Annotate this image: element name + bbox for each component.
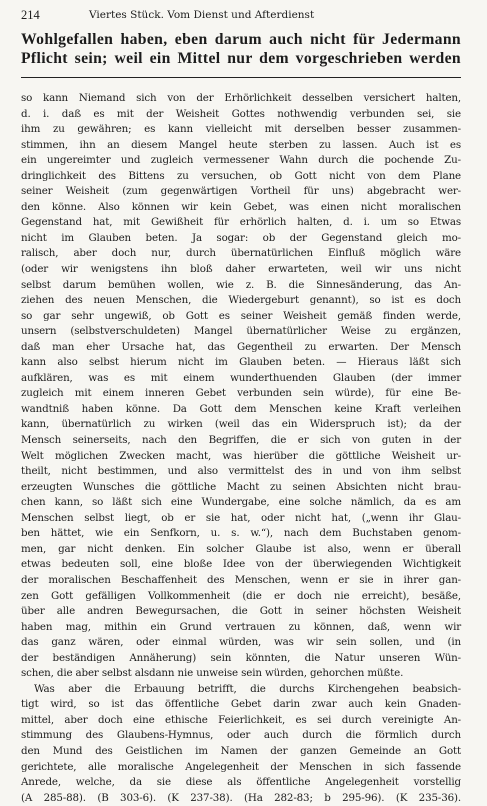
text-line: Menschen selbst liegt, ob er sie hat, oder nicht hat, („wenn ihr Glau-	[21, 511, 461, 524]
text-line: haben mag, mithin ein Grund vertrauen zu können, daß, wenn wir	[21, 620, 461, 633]
text-line: so kann Niemand sich von der Erhörlichkeit desselben versichert halten,	[21, 92, 461, 104]
text-line: ralisch, aber doch nur, durch übernatürlichen Einfluß möglich wäre	[21, 247, 461, 260]
body-text	[21, 91, 461, 806]
running-title: Viertes Stück. Vom Dienst und Afterdienst	[89, 9, 315, 21]
text-line: (A 285-88). (B 303-6). (K 237-38). (Ha 282-83; b 295-96). (K 235-36).	[21, 791, 461, 804]
page-header	[21, 8, 461, 22]
page-number: 214	[21, 8, 40, 22]
text-line: schen, die aber selbst alsdann nie unweise sein würden, gehorchen müßte.	[21, 667, 404, 680]
text-line: nicht im Glauben beten. Ja sogar: ob der Gegenstand gleich mo-	[21, 231, 461, 244]
text-line: tigt wird, so ist das öffentliche Gebet darin zwar auch kein Gnaden-	[21, 698, 461, 711]
text-line: gerichtete, alle moralische Angelegenheit der Menschen in sich fassende	[21, 760, 461, 773]
text-line: über alle andren Bewegursachen, die Gott in seiner höchsten Weisheit	[21, 605, 461, 618]
text-line: wandtniß haben könne. Da Gott dem Menschen keine Kraft verleihen	[21, 402, 461, 415]
text-line: so gar sehr ungewiß, ob Gott es seiner Weisheit gemäß finden werde,	[21, 309, 461, 322]
text-line: seiner Weisheit (zum gegenwärtigen Vortheil für uns) abgebracht wer-	[21, 185, 461, 198]
text-line: zen Gott gefälligen Vollkommenheit (die er doch nie erreicht), besäße,	[21, 589, 461, 602]
text-line: aufklären, was es mit einem wunderthuenden Glauben (der immer	[21, 371, 461, 384]
text-line: dringlichkeit des Bittens zu versuchen, ob Gott nicht von dem Plane	[21, 169, 461, 182]
text-line: Was aber die Erbauung betrifft, die durchs Kirchengehen beabsich-	[34, 682, 461, 695]
banner-line: Pflicht sein; weil ein Mittel nur dem vorgeschrieben werden	[21, 49, 461, 67]
separator-rule	[21, 77, 461, 78]
text-line: das ganz wären, oder einmal würden, was wir sein sollen, und (in	[21, 636, 461, 649]
text-line: Anrede, welche, da sie diese als öffentliche Angelegenheit vorstellig	[21, 776, 461, 789]
text-line: Mensch seinerseits, nach den Begriffen, die er sich von guten in der	[21, 434, 461, 447]
text-line: daß man eher Ursache hat, das Gegentheil zu erwarten. Der Mensch	[21, 340, 461, 353]
text-line: chen kann, so läßt sich eine Wundergabe, eine solche nämlich, da es am	[21, 496, 461, 509]
text-line: selbst darum bemühen wollen, wie z. B. die Sinnesänderung, das An-	[21, 278, 461, 291]
text-line: Welt möglichen Zwecken macht, was hierüber die göttliche Weisheit ur-	[21, 449, 461, 462]
banner-line: Wohlgefallen haben, eben darum auch nicht für Jedermann	[21, 31, 461, 48]
text-line: erzeugten Wunsches die göttliche Macht zu seinen Absichten nicht brau-	[21, 480, 461, 493]
text-line: (oder wir wenigstens ihn bloß daher erwarteten, weil wir uns nicht	[21, 263, 461, 276]
text-line: den könne. Also können wir kein Gebet, was einen nicht moralischen	[21, 200, 461, 213]
text-line: den Mund des Geistlichen im Namen der ganzen Gemeinde an Gott	[21, 744, 461, 757]
text-line: mittel, aber doch eine ethische Feierlichkeit, es sei durch vereinigte An-	[21, 713, 461, 726]
text-line: kann, übernatürlich zu wirken (weil das ein Widerspruch ist); da der	[21, 418, 461, 431]
text-line: etwas bedeuten soll, eine bloße Idee von der überwiegenden Wichtigkeit	[21, 558, 461, 571]
text-line: ben hättet, wie ein Senfkorn, u. s. w.“), nach dem Buchstaben genom-	[21, 527, 461, 540]
text-line: kann also selbst hierum nicht im Glauben beten. — Hieraus läßt sich	[21, 356, 461, 369]
text-line: stimmung des Glaubens-Hymnus, oder auch durch die förmlich durch	[21, 729, 461, 742]
text-line: unsern (selbstverschuldeten) Mangel übernatürlicher Weise zu ergänzen,	[21, 325, 461, 338]
text-line: theilt, nicht bestimmen, und also vermittelst des in und von ihm selbst	[21, 465, 461, 478]
text-line: d. i. daß es mit der Weisheit Gottes nothwendig verbunden sei, sie	[21, 107, 461, 120]
text-line: Gegenstand hat, mit Gewißheit für erhörlich halten, d. i. um so Etwas	[21, 216, 461, 229]
text-line: der moralischen Beschaffenheit des Menschen, wenn er sie in ihrer gan-	[21, 573, 461, 586]
banner-text	[21, 31, 461, 68]
text-line: men, gar nicht denken. Ein solcher Glaube ist also, wenn er überall	[21, 542, 461, 555]
text-line: ziehen des neuen Menschen, die Wiedergeburt genannt), so ist es doch	[21, 294, 461, 307]
text-line: stimmen, ihn an diesem Mangel heute sterben zu lassen. Auch ist es	[21, 138, 461, 151]
text-line: ein ungereimter und zugleich vermessener Wahn durch die pochende Zu-	[21, 154, 461, 167]
text-line: der beständigen Annäherung) sein könnten, die Natur unseren Wün-	[21, 651, 461, 664]
text-line: ihm zu gewähren; es kann vielleicht mit derselben besser zusammen-	[21, 123, 461, 136]
text-line: zugleich mit einem inneren Gebet verbunden sein würde), für eine Be-	[21, 387, 461, 400]
